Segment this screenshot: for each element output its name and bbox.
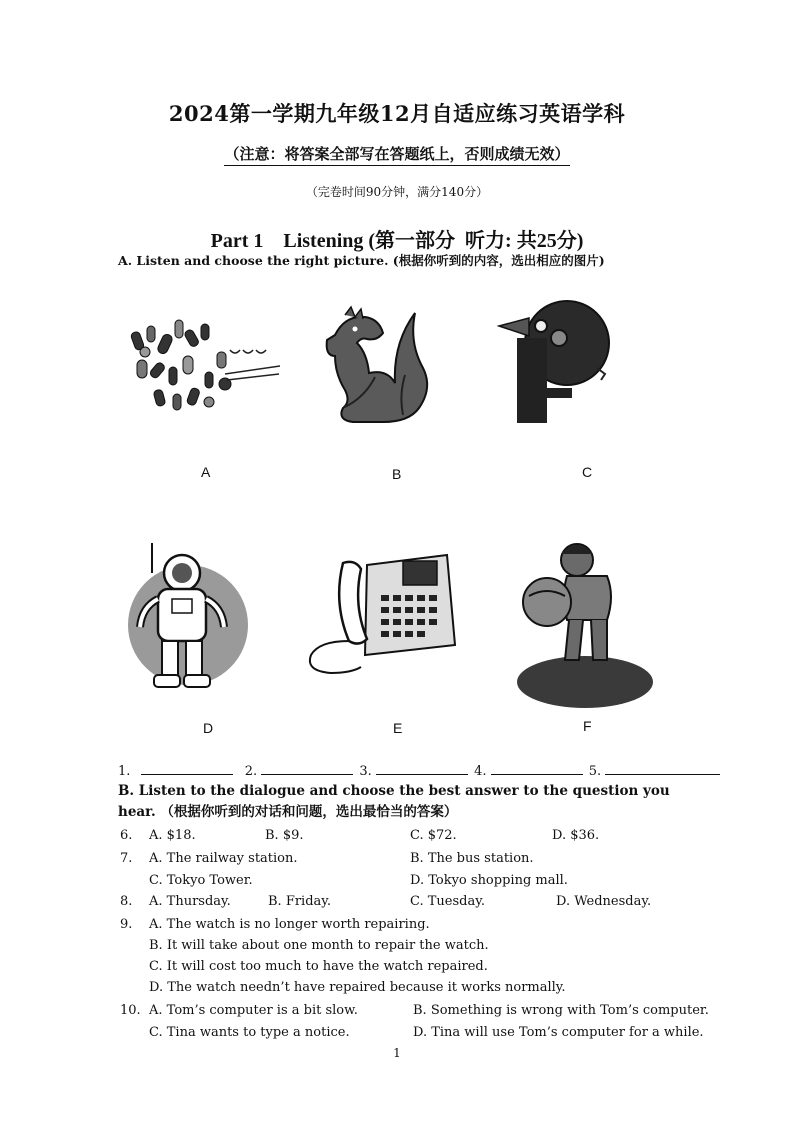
answer-blank[interactable] — [261, 762, 353, 775]
picture-label-d: D — [203, 720, 214, 736]
answer-blank[interactable] — [141, 762, 233, 775]
blank-number: 4. — [474, 764, 487, 779]
answer-blank[interactable] — [376, 762, 468, 775]
option-b: B. It will take about one month to repair the watch. — [149, 938, 489, 953]
answer-blanks — [118, 762, 720, 779]
option-a: A. Thursday. — [149, 894, 231, 909]
question-number: 10. — [120, 1003, 141, 1018]
page-number: 1 — [393, 1046, 401, 1060]
pills-icon — [125, 312, 285, 417]
option-b: B. Something is wrong with Tom’s computer. — [413, 1003, 709, 1018]
astronaut-icon — [120, 543, 250, 693]
option-c: C. It will cost too much to have the watch repaired. — [149, 959, 488, 974]
picture-label-f: F — [583, 718, 592, 734]
question-number: 7. — [120, 851, 133, 866]
question-number: 8. — [120, 894, 133, 909]
blank-number: 3. — [359, 764, 372, 779]
picture-label-c: C — [582, 464, 593, 480]
answer-blank[interactable] — [605, 762, 720, 775]
part1-heading: Part 1 Listening (第一部分 听力: 共25分) — [210, 230, 584, 252]
option-d: D. Tokyo shopping mall. — [410, 873, 568, 888]
option-d: D. The watch needn’t have repaired because it works normally. — [149, 980, 566, 995]
answer-blank[interactable] — [491, 762, 583, 775]
option-c: C. Tina wants to type a notice. — [149, 1025, 350, 1040]
answer-notice-text: （注意：将答案全部写在答题纸上，否则成绩无效） — [224, 145, 569, 166]
option-b: B. The bus station. — [410, 851, 534, 866]
exam-title: 2024第一学期九年级12月自适应练习英语学科 — [168, 101, 626, 126]
option-d: D. Wednesday. — [556, 894, 652, 909]
option-c: C. $72. — [410, 828, 457, 843]
option-d: D. Tina will use Tom’s computer for a while. — [413, 1025, 704, 1040]
option-b: B. Friday. — [268, 894, 332, 909]
option-a: A. $18. — [149, 828, 196, 843]
boy-with-ball-icon — [515, 540, 655, 710]
option-a: A. The watch is no longer worth repairing. — [149, 917, 430, 932]
option-a: A. The railway station. — [149, 851, 298, 866]
blank-number: 2. — [244, 764, 258, 779]
section-a-instruction: A. Listen and choose the right picture. (根据你听到的内容，选出相应的图片) — [118, 253, 605, 268]
blank-number: 1. — [118, 764, 131, 779]
option-c: C. Tokyo Tower. — [149, 873, 253, 888]
picture-label-e: E — [393, 720, 403, 736]
time-info: （完卷时间90分钟，满分140分） — [305, 185, 489, 199]
option-c: C. Tuesday. — [410, 894, 485, 909]
question-number: 6. — [120, 828, 133, 843]
fire-alarm-icon — [497, 298, 617, 428]
option-d: D. $36. — [552, 828, 600, 843]
question-number: 9. — [120, 917, 133, 932]
dragon-icon — [315, 305, 440, 435]
option-b: B. $9. — [265, 828, 304, 843]
picture-label-b: B — [392, 466, 402, 482]
picture-label-a: A — [201, 464, 211, 480]
blank-number: 5. — [588, 764, 602, 779]
telephone-icon — [307, 545, 457, 685]
option-a: A. Tom’s computer is a bit slow. — [149, 1003, 358, 1018]
answer-notice — [0, 143, 794, 164]
section-b-instruction: B. Listen to the dialogue and choose the best answer to the question you hear. （根据你听到的对话和问题，选出最恰当的答案） — [118, 783, 670, 820]
